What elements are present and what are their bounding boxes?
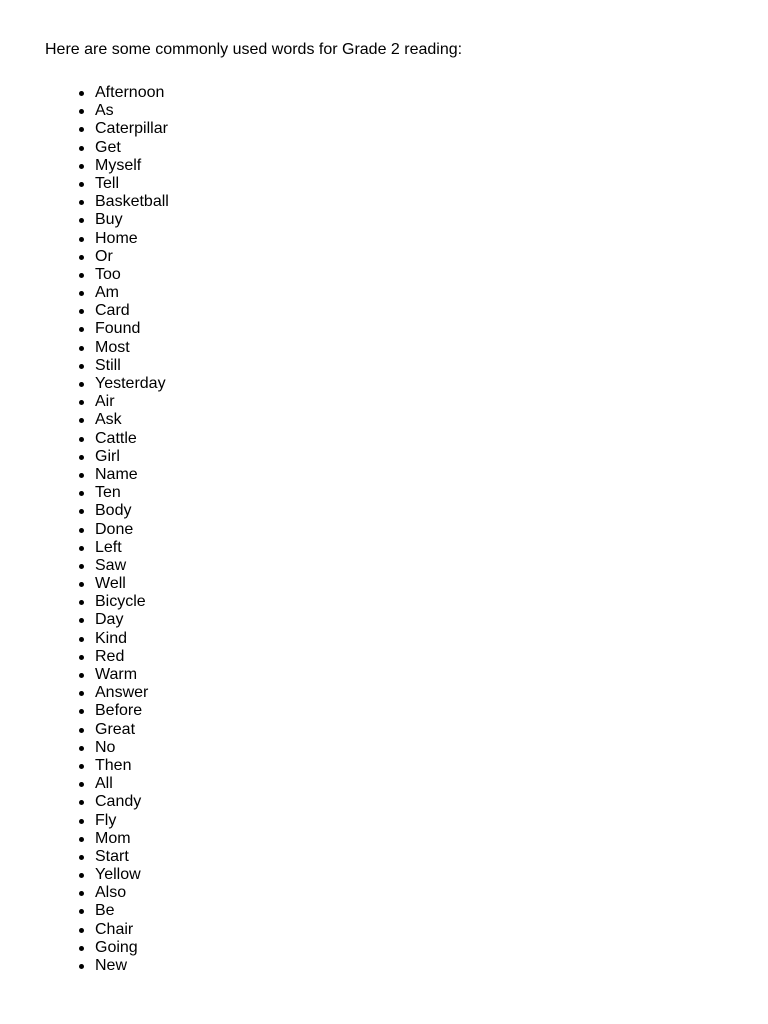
- list-item: [45, 248, 745, 266]
- bullet-icon: [79, 600, 84, 605]
- list-item: [45, 466, 745, 484]
- bullet-icon: [79, 946, 84, 951]
- list-item: [45, 793, 745, 811]
- word-label: Buy: [95, 211, 123, 229]
- bullet-icon: [79, 509, 84, 514]
- bullet-icon: [79, 327, 84, 332]
- list-item: [45, 430, 745, 448]
- bullet-icon: [79, 182, 84, 187]
- list-item: [45, 611, 745, 629]
- word-label: Or: [95, 247, 113, 265]
- bullet-icon: [79, 673, 84, 678]
- word-label: Air: [95, 393, 115, 411]
- word-label: Yellow: [95, 866, 141, 884]
- bullet-icon: [79, 746, 84, 751]
- list-item: [45, 448, 745, 466]
- word-label: Still: [95, 356, 121, 374]
- word-label: All: [95, 775, 113, 793]
- list-item: [45, 157, 745, 175]
- word-label: Basketball: [95, 193, 169, 211]
- list-item: [45, 175, 745, 193]
- list-item: [45, 684, 745, 702]
- list-item: [45, 721, 745, 739]
- word-label: Start: [95, 847, 129, 865]
- word-label: Day: [95, 611, 124, 629]
- word-label: Yesterday: [95, 375, 166, 392]
- bullet-icon: [79, 127, 84, 132]
- list-item: [45, 939, 745, 957]
- bullet-icon: [79, 709, 84, 714]
- word-label: Too: [95, 265, 121, 283]
- word-label: Ten: [95, 484, 121, 502]
- bullet-icon: [79, 618, 84, 623]
- list-item: [45, 357, 745, 375]
- bullet-icon: [79, 346, 84, 351]
- bullet-icon: [79, 873, 84, 878]
- list-item: [45, 521, 745, 539]
- list-item: [45, 266, 745, 284]
- bullet-icon: [79, 964, 84, 969]
- bullet-icon: [79, 855, 84, 860]
- bullet-icon: [79, 928, 84, 933]
- word-label: Myself: [95, 156, 142, 174]
- list-item: [45, 921, 745, 939]
- word-label: Saw: [95, 556, 127, 574]
- bullet-icon: [79, 146, 84, 151]
- word-label: Warm: [95, 666, 138, 683]
- bullet-icon: [79, 309, 84, 314]
- list-item: [45, 848, 745, 866]
- word-label: Get: [95, 138, 121, 156]
- list-item: [45, 702, 745, 720]
- word-label: No: [95, 738, 116, 756]
- list-item: [45, 120, 745, 138]
- bullet-icon: [79, 437, 84, 442]
- word-label: Then: [95, 756, 132, 774]
- word-label: Body: [95, 502, 132, 520]
- list-item: [45, 502, 745, 520]
- list-item: [45, 375, 745, 393]
- bullet-icon: [79, 528, 84, 533]
- list-item: [45, 139, 745, 157]
- bullet-icon: [79, 382, 84, 387]
- bullet-icon: [79, 364, 84, 369]
- word-label: Answer: [95, 684, 149, 702]
- word-label: Also: [95, 884, 127, 902]
- bullet-icon: [79, 909, 84, 914]
- bullet-icon: [79, 473, 84, 478]
- bullet-icon: [79, 418, 84, 423]
- list-item: [45, 393, 745, 411]
- list-item: [45, 539, 745, 557]
- word-label: Going: [95, 938, 138, 956]
- bullet-icon: [79, 546, 84, 551]
- bullet-icon: [79, 564, 84, 569]
- bullet-icon: [79, 273, 84, 278]
- word-label: Girl: [95, 447, 120, 465]
- list-item: [45, 957, 745, 975]
- word-label: Red: [95, 647, 125, 665]
- bullet-icon: [79, 655, 84, 660]
- list-item: [45, 775, 745, 793]
- word-label: Bicycle: [95, 593, 146, 611]
- list-item: [45, 230, 745, 248]
- list-item: [45, 484, 745, 502]
- document-page: [45, 40, 745, 975]
- word-label: Caterpillar: [95, 120, 168, 138]
- list-item: [45, 648, 745, 666]
- word-label: Chair: [95, 920, 134, 938]
- bullet-icon: [79, 400, 84, 405]
- bullet-icon: [79, 782, 84, 787]
- bullet-icon: [79, 237, 84, 242]
- word-label: Done: [95, 520, 134, 538]
- word-label: Name: [95, 465, 138, 483]
- bullet-icon: [79, 728, 84, 733]
- word-label: Great: [95, 720, 136, 738]
- list-item: [45, 866, 745, 884]
- bullet-icon: [79, 819, 84, 824]
- list-item: [45, 102, 745, 120]
- word-label: Kind: [95, 629, 128, 647]
- bullet-icon: [79, 637, 84, 642]
- bullet-icon: [79, 491, 84, 496]
- list-item: [45, 284, 745, 302]
- list-item: [45, 593, 745, 611]
- bullet-icon: [79, 218, 84, 223]
- list-item: [45, 339, 745, 357]
- word-label: Cattle: [95, 429, 137, 447]
- word-label: Candy: [95, 793, 142, 811]
- word-list: [45, 84, 745, 975]
- word-label: Home: [95, 229, 138, 247]
- list-item: [45, 630, 745, 648]
- list-item: [45, 557, 745, 575]
- bullet-icon: [79, 255, 84, 260]
- list-item: [45, 211, 745, 229]
- list-item: [45, 884, 745, 902]
- bullet-icon: [79, 891, 84, 896]
- word-label: Tell: [95, 174, 120, 192]
- word-label: As: [95, 102, 114, 120]
- bullet-icon: [79, 582, 84, 587]
- word-label: Card: [95, 302, 130, 320]
- list-item: [45, 666, 745, 684]
- bullet-icon: [79, 764, 84, 769]
- intro-text: Here are some commonly used words for Grade 2 reading:: [45, 41, 463, 58]
- list-item: [45, 84, 745, 102]
- word-label: Am: [95, 284, 119, 302]
- word-label: Be: [95, 902, 115, 920]
- list-item: [45, 902, 745, 920]
- list-item: [45, 320, 745, 338]
- word-label: Fly: [95, 811, 117, 829]
- list-item: [45, 575, 745, 593]
- bullet-icon: [79, 455, 84, 460]
- list-item: [45, 739, 745, 757]
- word-label: Well: [95, 575, 126, 593]
- word-label: Mom: [95, 829, 131, 847]
- list-item: [45, 830, 745, 848]
- list-item: [45, 812, 745, 830]
- bullet-icon: [79, 837, 84, 842]
- word-label: Afternoon: [95, 84, 165, 101]
- bullet-icon: [79, 800, 84, 805]
- list-item: [45, 757, 745, 775]
- list-item: [45, 193, 745, 211]
- word-label: Left: [95, 538, 122, 556]
- word-label: New: [95, 957, 128, 974]
- word-label: Found: [95, 320, 141, 338]
- word-label: Before: [95, 702, 143, 720]
- word-label: Ask: [95, 411, 122, 429]
- bullet-icon: [79, 200, 84, 205]
- bullet-icon: [79, 109, 84, 114]
- word-label: Most: [95, 338, 130, 356]
- bullet-icon: [79, 691, 84, 696]
- bullet-icon: [79, 291, 84, 296]
- bullet-icon: [79, 164, 84, 169]
- list-item: [45, 411, 745, 429]
- list-item: [45, 302, 745, 320]
- bullet-icon: [79, 91, 84, 96]
